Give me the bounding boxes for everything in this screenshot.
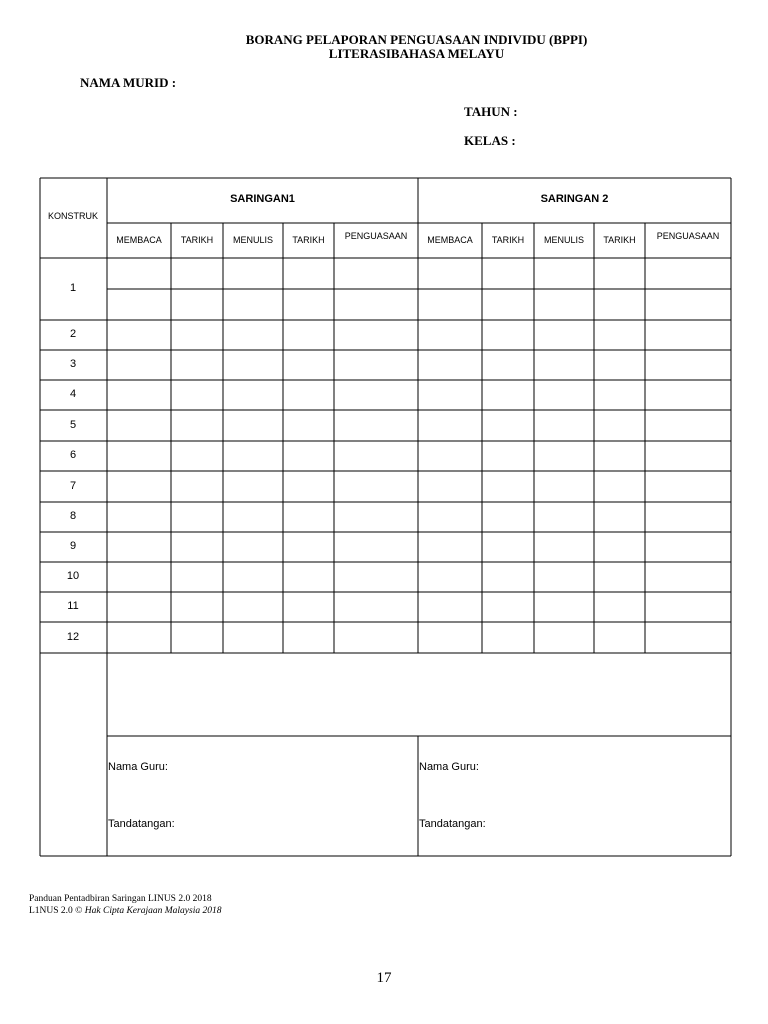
konstruk-header: KONSTRUK	[47, 211, 98, 221]
page-number: 17	[376, 970, 392, 986]
footer-line2-prefix: L1NUS 2.0 ©	[29, 906, 85, 916]
konstruk-row-4: 4	[69, 388, 77, 400]
tahun-label: TAHUN :	[464, 104, 518, 119]
subheader-s1-tarikh: TARIKH	[292, 235, 325, 245]
form-title: BORANG PELAPORAN PENGUASAAN INDIVIDU (BPPI)	[245, 32, 588, 47]
konstruk-row-9: 9	[69, 540, 77, 552]
konstruk-row-3: 3	[69, 358, 77, 370]
footer	[29, 893, 221, 917]
nama-guru-label-2: Nama Guru:	[419, 761, 479, 773]
tandatangan-label-2: Tandatangan:	[419, 818, 486, 830]
konstruk-row-10: 10	[66, 570, 80, 582]
subheader-s1-penguasaan: PENGUASAAN	[344, 231, 408, 241]
subheader-s1-membaca: MEMBACA	[116, 235, 162, 245]
konstruk-row-7: 7	[69, 479, 77, 492]
footer-line2	[29, 905, 221, 917]
subheader-s2-menulis: MENULIS	[543, 235, 584, 245]
konstruk-row-8: 8	[69, 510, 77, 522]
subheader-s2-tarikh: TARIKH	[491, 235, 525, 245]
footer-line1: Panduan Pentadbiran Saringan LINUS 2.0 2018	[29, 894, 212, 904]
konstruk-row-1: 1	[69, 282, 77, 294]
subheader-s1-tarikh: TARIKH	[180, 235, 214, 245]
subheader-s1-menulis: MENULIS	[232, 235, 273, 245]
nama-murid-label: NAMA MURID :	[80, 75, 177, 90]
form-subtitle: LITERASIBAHASA MELAYU	[328, 46, 505, 61]
konstruk-row-5: 5	[69, 418, 77, 431]
footer-line2-italic: Hak Cipta Kerajaan Malaysia 2018	[84, 906, 222, 916]
konstruk-row-6: 6	[69, 449, 77, 461]
nama-guru-label-1: Nama Guru:	[108, 761, 168, 773]
kelas-label: KELAS :	[464, 133, 516, 148]
konstruk-row-12: 12	[66, 630, 80, 643]
subheader-s2-penguasaan: PENGUASAAN	[656, 231, 720, 241]
subheader-s2-tarikh: TARIKH	[603, 235, 636, 245]
tandatangan-label-1: Tandatangan:	[108, 818, 175, 830]
saringan1-header: SARINGAN1	[230, 193, 295, 205]
konstruk-row-2: 2	[69, 328, 77, 340]
subheader-s2-membaca: MEMBACA	[427, 235, 473, 245]
saringan2-header: SARINGAN 2	[540, 193, 609, 205]
konstruk-row-11: 11	[67, 600, 79, 612]
